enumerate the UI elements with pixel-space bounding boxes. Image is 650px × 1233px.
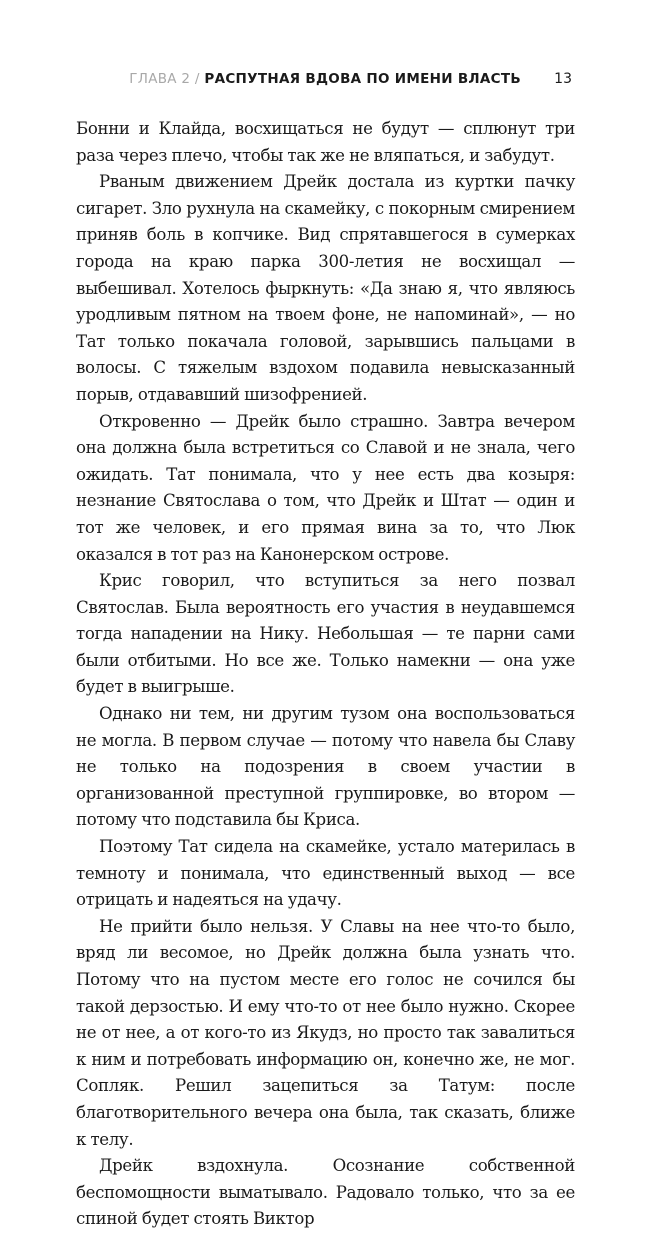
paragraph-3: Откровенно — Дрейк было страшно. Завтра вечером она должна была встретиться со Славой и не знала, чего ожидать. Тат понимала, что у нее есть два козыря: незнание Святослава о том, что Дрейк и Штат — один и тот же человек, и его прямая вина за то, что Люк оказался в тот раз на Канонерском острове. xyxy=(76,411,575,564)
running-header xyxy=(0,71,650,93)
paragraph-6: Поэтому Тат сидела на скамейке, устало материлась в темноту и понимала, что единственный выход — все отрицать и надеяться на удачу. xyxy=(76,837,575,910)
paragraph-4: Крис говорил, что вступиться за него позвал Святослав. Была вероятность его участия в неудавшемся тогда нападении на Нику. Небольшая — те парни сами были отбитыми. Но все же. Только намекни — она уже будет в выигрыше. xyxy=(76,571,575,697)
paragraph-7: Не прийти было нельзя. У Славы на нее что-то было, вряд ли весомое, но Дрейк должна была узнать что. Потому что на пустом месте его голос не сочился бы такой дерзостью. И ему что-то от нее было нужно. Скорее не от нее, а от кого-то из Якудз, но просто так завалиться к ним и потребовать информацию он, конечно же, не мог. Сопляк. Решил зацепиться за Татум: после благотворительного вечера она была, так сказать, ближе к телу. xyxy=(76,916,575,1149)
chapter-title: РАСПУТНАЯ ВДОВА ПО ИМЕНИ ВЛАСТЬ xyxy=(204,71,521,87)
paragraph-1: Бонни и Клайда, восхищаться не будут — сплюнут три раза через плечо, чтобы так же не вляпаться, и забудут. xyxy=(76,119,575,165)
paragraph-8: Дрейк вздохнула. Осознание собственной беспомощности выматывало. Радовало только, что за ее спиной будет стоять Виктор xyxy=(76,1156,575,1229)
page-body xyxy=(76,116,575,1233)
chapter-label: ГЛАВА 2 xyxy=(129,71,191,87)
page-number: 13 xyxy=(554,71,572,87)
paragraph-2: Рваным движением Дрейк достала из куртки пачку сигарет. Зло рухнула на скамейку, с покорным смирением приняв боль в копчике. Вид спрятавшегося в сумерках города на краю парка 300-летия не восхищал — выбешивал. Хотелось фыркнуть: «Да знаю я, что являюсь уродливым пятном на твоем фоне, не напоминай», — но Тат только покачала головой, зарывшись пальцами в волосы. С тяжелым вздохом подавила невысказанный порыв, отдававший шизофренией. xyxy=(76,172,575,404)
paragraph-5: Однако ни тем, ни другим тузом она воспользоваться не могла. В первом случае — потому что навела бы Славу не только на подозрения в своем участии в организованной преступной группировке, во втором — потому что подставила бы Криса. xyxy=(76,704,575,830)
chapter-heading xyxy=(129,71,521,87)
header-separator: / xyxy=(194,71,200,87)
